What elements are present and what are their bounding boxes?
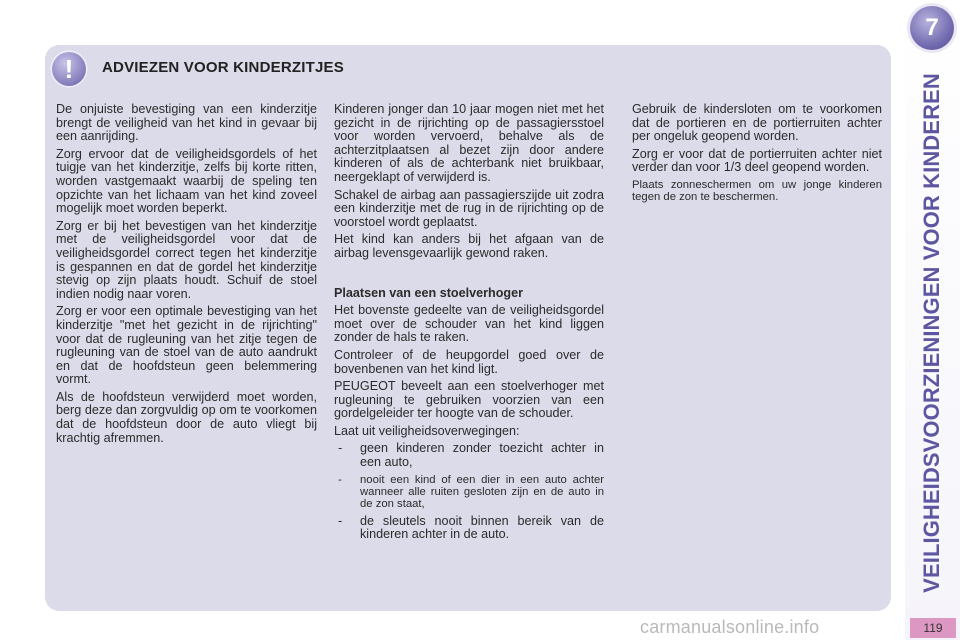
column-1 — [56, 103, 317, 449]
subheading: Plaatsen van een stoelverhoger — [334, 285, 523, 300]
bullet-marker: - — [338, 473, 342, 486]
bullet-marker: - — [338, 513, 343, 528]
watermark: carmanualsonline.info — [640, 617, 820, 637]
list-item-text: geen kinderen zonder toezicht achter in een auto, — [360, 441, 604, 470]
list-item — [334, 442, 604, 469]
bullet-marker: - — [338, 441, 343, 456]
column-2 — [334, 103, 604, 546]
paragraph: Schakel de airbag aan passagierszijde uit zodra een kinderzitje met de rug in de rijrichting op de voorstoel wordt geplaatst. — [334, 187, 604, 229]
chapter-title: VEILIGHEIDSVOORZIENINGEN VOOR KINDEREN — [919, 73, 944, 593]
paragraph: Kinderen jonger dan 10 jaar mogen niet met het gezicht in de rijrichting op de passagiersstoel voor worden vervoerd, behalve als de achterzitplaatsen al bezet zijn door andere kinderen of als de achterbank niet bruikbaar, neergeklapt of verwijderd is. — [334, 102, 604, 184]
paragraph: PEUGEOT beveelt aan een stoelverhoger met rugleuning te gebruiken voorzien van een gordelgeleider ter hoogte van de schouder. — [334, 379, 604, 421]
paragraph: Zorg er voor een optimale bevestiging van het kinderzitje "met het gezicht in de rijrichting" voor dat de rugleuning van het zitje tegen de rugleuning van de stoel van de auto aandrukt en dat de hoofdsteun geen belemmering vormt. — [56, 304, 317, 387]
paragraph: Controleer of de heupgordel goed over de bovenbenen van het kind ligt. — [334, 347, 604, 376]
exclamation-warning-icon: ! — [50, 50, 88, 88]
column-3 — [632, 103, 882, 208]
page-number: 119 — [910, 618, 956, 638]
paragraph: Als de hoofdsteun verwijderd moet worden, berg deze dan zorgvuldig op om te voorkomen dat de hoofdsteun door de auto vliegt bij krachtig afremmen. — [56, 389, 317, 445]
list-item — [334, 515, 604, 542]
paragraph: Gebruik de kindersloten om te voorkomen dat de portieren en de portierruiten achter per ongeluk geopend worden. — [632, 102, 882, 144]
paragraph: Laat uit veiligheidsoverwegingen: — [334, 423, 520, 438]
paragraph: Plaats zonneschermen om uw jonge kinderen tegen de zon te beschermen. — [632, 178, 882, 204]
paragraph: Zorg er voor dat de portierruiten achter niet verder dan voor 1/3 deel geopend worden. — [632, 146, 882, 175]
chapter-number-badge: 7 — [910, 6, 954, 50]
list-item — [334, 474, 604, 511]
paragraph: Zorg er bij het bevestigen van het kinderzitje met de veiligheidsgordel voor dat de veiligheidsgordel correct tegen het kinderzitje is gespannen en dat de gordel het kinderzitje stevig op zijn plaats houdt. Schuif de stoel indien nodig naar voren. — [56, 218, 317, 301]
paragraph: De onjuiste bevestiging van een kinderzitje brengt de veiligheid van het kind in gevaar bij een aanrijding. — [56, 102, 317, 144]
paragraph: Het bovenste gedeelte van de veiligheidsgordel moet over de schouder van het kind liggen zonder de hals te raken. — [334, 303, 604, 345]
paragraph: Zorg ervoor dat de veiligheidsgordels of het tuigje van het kinderzitje, zelfs bij korte ritten, worden vastgemaakt waarbij de speling ten opzichte van het lichaam van het kind zoveel mogelijk moet worden beperkt. — [56, 146, 317, 216]
list-item-text: de sleutels nooit binnen bereik van de kinderen achter in de auto. — [360, 513, 604, 542]
paragraph: Het kind kan anders bij het afgaan van de airbag levensgevaarlijk gewond raken. — [334, 232, 604, 260]
section-heading: ADVIEZEN VOOR KINDERZITJES — [102, 59, 344, 76]
list-item-text: nooit een kind of een dier in een auto achter wanneer alle ruiten gesloten zijn en de auto in de zon staat, — [360, 473, 604, 511]
